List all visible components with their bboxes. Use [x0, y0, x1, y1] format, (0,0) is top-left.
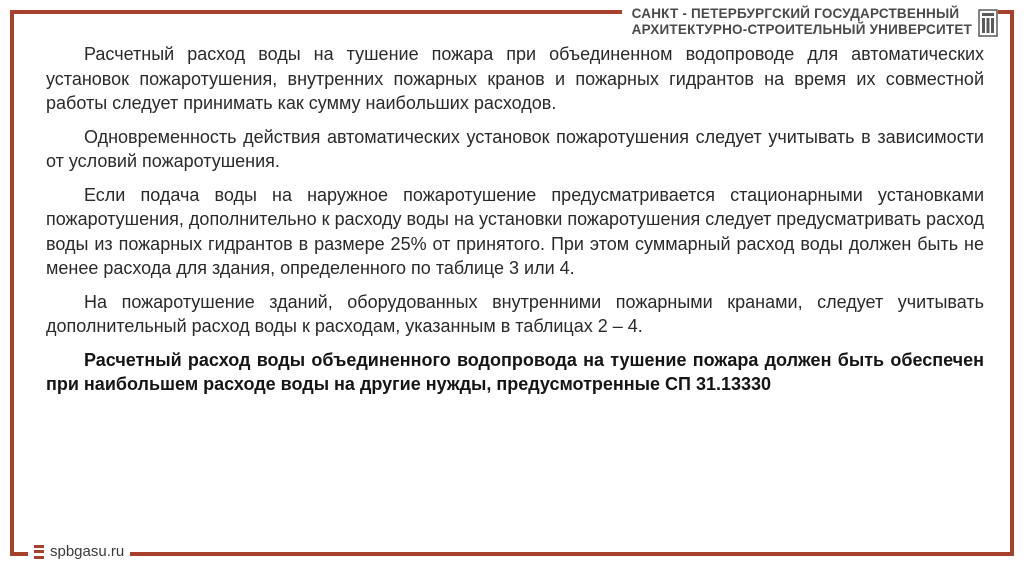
header — [622, 2, 998, 40]
slide-body — [46, 42, 984, 406]
footer — [28, 541, 130, 564]
paragraph-5-bold: Расчетный расход воды объединенного водопровода на тушение пожара должен быть обеспечен при наибольшем расходе воды на другие нужды, предусмотренные СП 31.13330 — [46, 349, 984, 394]
paragraph-2: Одновременность действия автоматических установок пожаротушения следует учитывать в зависимости от условий пожаротушения. — [46, 126, 984, 171]
footer-site: spbgasu.ru — [50, 543, 125, 560]
university-name-line2: АРХИТЕКТУРНО-СТРОИТЕЛЬНЫЙ УНИВЕРСИТЕТ — [631, 22, 972, 37]
paragraph-3: Если подача воды на наружное пожаротушение предусматривается стационарными установками пожаротушения, дополнительно к расходу воды на установки пожаротушения следует предусматривать расход воды из пожарных гидрантов в размере 25% от принятого. При этом суммарный расход воды должен быть не менее расхода для здания, определенного по таблице 3 или 4. — [46, 184, 984, 278]
paragraph-4: На пожаротушение зданий, оборудованных внутренними пожарными кранами, следует учитывать дополнительный расход воды к расходам, указанным в таблицах 2 – 4. — [46, 291, 984, 336]
university-building-icon — [978, 8, 998, 38]
university-name-line1: САНКТ - ПЕТЕРБУРГСКИЙ ГОСУДАРСТВЕННЫЙ — [631, 6, 960, 21]
footer-stripes-icon — [34, 545, 44, 559]
university-name — [632, 6, 972, 38]
paragraph-1: Расчетный расход воды на тушение пожара при объединенном водопроводе для автоматических установок пожаротушения, внутренних пожарных кранов и пожарных гидрантов на время их совместной работы следует принимать как сумму наибольших расходов. — [46, 44, 984, 113]
